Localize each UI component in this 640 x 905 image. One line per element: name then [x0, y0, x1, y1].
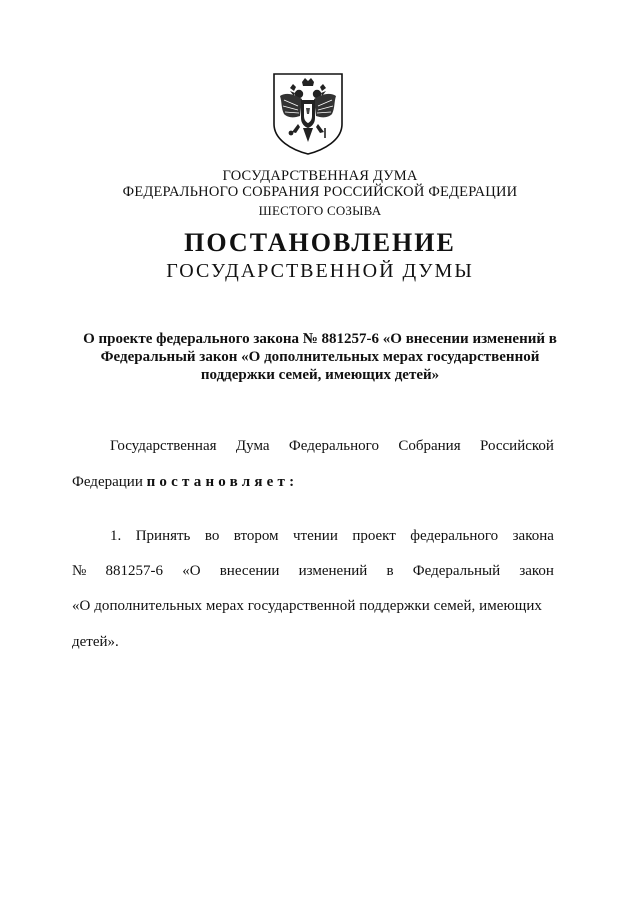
- item1-word: Принять: [135, 528, 191, 544]
- document-title: ПОСТАНОВЛЕНИЕ: [184, 228, 456, 257]
- preamble-word: Государственная: [110, 438, 217, 454]
- preamble-verb: постановляет:: [146, 474, 299, 490]
- preamble-federation: Федерации: [72, 474, 143, 490]
- item1-line-2: [72, 563, 554, 580]
- item1-word: закон: [519, 563, 554, 579]
- item1-word: изменений: [298, 563, 368, 579]
- header-federal-assembly: ФЕДЕРАЛЬНОГО СОБРАНИЯ РОССИЙСКОЙ ФЕДЕРАЦИИ: [122, 184, 518, 200]
- item1-line-3: «О дополнительных мерах государственной поддержки семей, имеющих: [72, 598, 542, 614]
- preamble-word: Российской: [480, 438, 554, 454]
- preamble-word: Федерального: [288, 438, 379, 454]
- preamble-line-2: [72, 474, 298, 491]
- item1-word: «О: [182, 563, 201, 579]
- subject-line-2: Федеральный закон «О дополнительных мерах государственной: [100, 349, 540, 365]
- item1-word: проект: [352, 528, 396, 544]
- item1-word: чтении: [293, 528, 338, 544]
- item1-word: закона: [512, 528, 554, 544]
- document-subtitle: ГОСУДАРСТВЕННОЙ ДУМЫ: [166, 260, 474, 282]
- item1-word: федерального: [410, 528, 499, 544]
- item1-line-4: детей».: [72, 634, 119, 650]
- item1-word: внесении: [219, 563, 280, 579]
- header-convocation: ШЕСТОГО СОЗЫВА: [258, 203, 382, 218]
- preamble-word: Собрания: [398, 438, 461, 454]
- header-duma: ГОСУДАРСТВЕННАЯ ДУМА: [222, 168, 418, 184]
- subject-line-3: поддержки семей, имеющих детей»: [200, 367, 440, 383]
- item1-word: 1.: [110, 528, 122, 544]
- item1-word: в: [386, 563, 394, 579]
- item1-line-1: [110, 528, 554, 545]
- item1-word: №: [72, 563, 87, 579]
- preamble-word: Дума: [235, 438, 270, 454]
- item1-word: втором: [233, 528, 279, 544]
- preamble-line-1: [110, 438, 554, 455]
- item1-word: 881257-6: [105, 563, 163, 579]
- coat-of-arms-icon: [272, 72, 344, 156]
- item1-word: во: [204, 528, 220, 544]
- subject-line-1: О проекте федерального закона № 881257-6 «О внесении изменений в: [83, 331, 557, 347]
- item1-word: Федеральный: [412, 563, 501, 579]
